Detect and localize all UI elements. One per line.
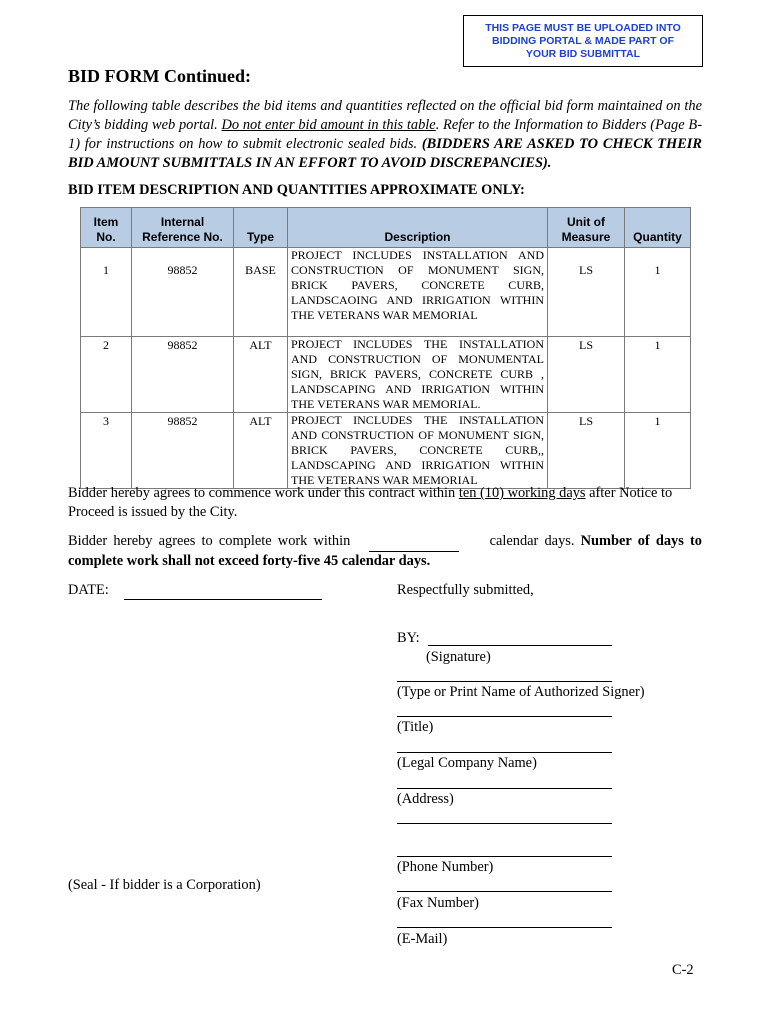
date-row [68,582,322,600]
header-item-no: Item No. [81,208,132,248]
company-line[interactable] [397,752,612,753]
table-row [81,248,691,337]
intro-text-1: The following table describes the bid items and quantities reflected on the official bid form maintained on the City’s bidding web portal. [68,98,702,133]
table-row [81,337,691,413]
respectfully-submitted: Respectfully submitted, [397,582,534,598]
table-row [81,413,691,489]
cell-unit: LS [548,413,625,489]
date-label: DATE: [68,582,109,598]
complete-paragraph [68,532,702,571]
phone-line[interactable] [397,856,612,857]
commence-days-underlined: ten (10) working days [458,485,586,501]
cell-quantity: 1 [625,337,691,413]
cell-description: PROJECT INCLUDES THE INSTALLATION AND CONSTRUCTION OF MONUMENT SIGN, BRICK PAVERS, CONCRETE CURB,, LANDSCAPING AND IRRIGATION WITHIN THE VETERANS WAR MEMORIAL [288,413,548,489]
date-field[interactable] [124,582,322,600]
email-caption: (E-Mail) [397,931,448,947]
complete-text-1: Bidder hereby agrees to complete work within [68,533,351,549]
address-line-2[interactable] [397,823,612,824]
cell-quantity: 1 [625,413,691,489]
fax-line[interactable] [397,891,612,892]
cell-reference-no: 98852 [132,337,234,413]
intro-bold-warning: (BIDDERS ARE ASKED TO CHECK THEIR BID AMOUNT SUBMITTALS IN AN EFFORT TO AVOID DISCREPANCIES). [68,136,702,171]
address-line[interactable] [397,788,612,789]
header-description: Description [288,208,548,248]
cell-unit: LS [548,337,625,413]
signer-name-line[interactable] [397,681,612,682]
notice-line-3: YOUR BID SUBMITTAL [525,47,641,60]
cell-item-no: 1 [81,248,132,337]
phone-caption: (Phone Number) [397,859,494,875]
cell-type: ALT [234,413,288,489]
cell-unit: LS [548,248,625,337]
cell-type: ALT [234,337,288,413]
commence-paragraph [68,484,702,522]
address-caption: (Address) [397,791,454,807]
signature-caption: (Signature) [426,649,491,665]
notice-line-1: THIS PAGE MUST BE UPLOADED INTO [485,21,681,34]
cell-description: PROJECT INCLUDES THE INSTALLATION AND CONSTRUCTION OF MONUMENTAL SIGN, BRICK PAVERS, CONCRETE CURB , LANDSCAPING AND IRRIGATION WITHIN THE VETERANS WAR MEMORIAL. [288,337,548,413]
header-type: Type [234,208,288,248]
cell-description: PROJECT INCLUDES INSTALLATION AND CONSTRUCTION OF MONUMENT SIGN, BRICK PAVERS, CONCRETE CURB, LANDSCAOING AND IRRIGATION WITHIN THE VETERANS WAR MEMORIAL [288,248,548,337]
commence-text-2: after Notice to Proceed is issued by the City. [68,485,673,520]
company-caption: (Legal Company Name) [397,755,537,771]
notice-line-2: BIDDING PORTAL & MADE PART OF [492,34,674,47]
cell-reference-no: 98852 [132,248,234,337]
cell-item-no: 2 [81,337,132,413]
upload-notice-box [463,15,703,67]
header-quantity: Quantity [625,208,691,248]
seal-note: (Seal - If bidder is a Corporation) [68,877,261,893]
calendar-days-field[interactable] [369,532,459,552]
title-caption: (Title) [397,719,434,735]
header-unit-of-measure: Unit of Measure [548,208,625,248]
complete-text-2: calendar days. [489,533,575,549]
header-reference-no: Internal Reference No. [132,208,234,248]
bid-items-table [80,207,691,489]
bid-items-heading: BID ITEM DESCRIPTION AND QUANTITIES APPROXIMATE ONLY: [68,182,525,198]
page-number: C-2 [672,962,694,978]
fax-caption: (Fax Number) [397,895,479,911]
title-line[interactable] [397,716,612,717]
commence-text-1: Bidder hereby agrees to commence work under this contract within [68,485,459,501]
signer-name-caption: (Type or Print Name of Authorized Signer) [397,684,645,700]
cell-quantity: 1 [625,248,691,337]
cell-type: BASE [234,248,288,337]
intro-paragraph [68,97,702,173]
intro-underlined-text: Do not enter bid amount in this table [221,117,436,133]
cell-item-no: 3 [81,413,132,489]
complete-bold-limit: Number of days to complete work shall not exceed forty-five 45 calendar days. [68,533,702,569]
page-title: BID FORM Continued: [68,66,252,86]
cell-reference-no: 98852 [132,413,234,489]
by-label: BY: [397,630,420,646]
intro-text-2: . Refer to the Information to Bidders (Page B-1) for instructions on how to submit electronic sealed bids. [68,117,702,152]
email-line[interactable] [397,927,612,928]
table-header-row [81,208,691,248]
signature-line[interactable] [428,645,612,646]
